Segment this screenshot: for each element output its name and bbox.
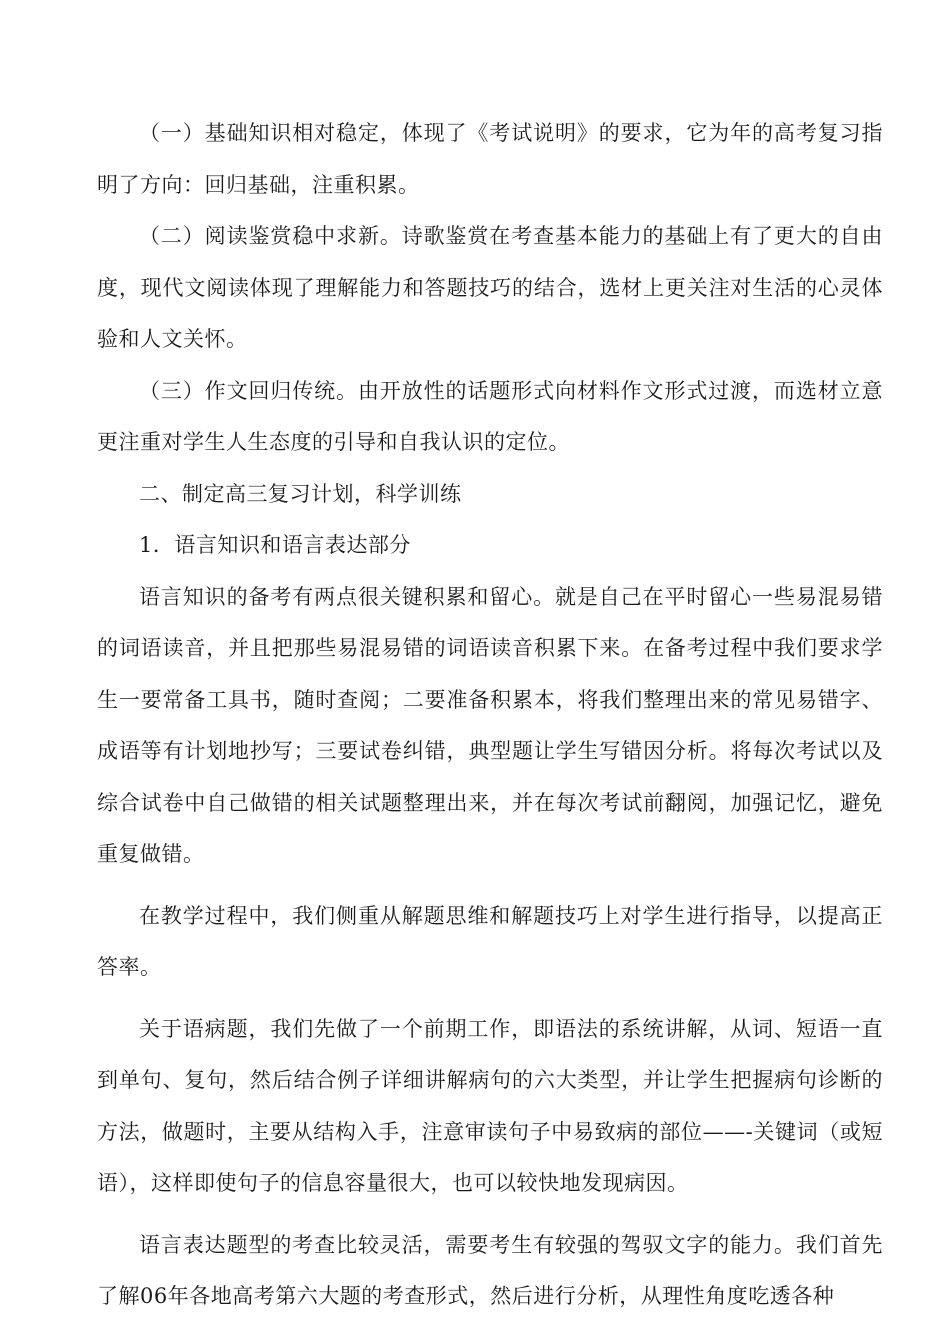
paragraph-grammar-errors: 关于语病题，我们先做了一个前期工作，即语法的系统讲解，从词、短语一直到单句、复句，然后结合例子详细讲解病句的六大类型，并让学生把握病句诊断的方法，做题时，主要从结构入手，注意审读句子中易致病的部位——-关键词（或短语），这样即使句子的信息容量很大，也可以较快地发现病因。 — [97, 1016, 883, 1195]
section-heading-plan: 二、制定高三复习计划，科学训练 — [139, 481, 462, 506]
paragraph-basics: （一）基础知识相对稳定，体现了《考试说明》的要求，它为年的高考复习指明了方向：回归基础，注重积累。 — [97, 121, 883, 197]
document-body — [97, 108, 883, 1323]
paragraph-language-knowledge: 语言知识的备考有两点很关键积累和留心。就是自己在平时留心一些易混易错的词语读音，并且把那些易混易错的词语读音积累下来。在备考过程中我们要求学生一要常备工具书，随时查阅；二要准备积累本，将我们整理出来的常见易错字、成语等有计划地抄写；三要试卷纠错，典型题让学生写错因分析。将每次考试以及综合试卷中自己做错的相关试题整理出来，并在每次考试前翻阅，加强记忆，避免重复做错。 — [97, 584, 883, 866]
subsection-heading-language: 1．语言知识和语言表达部分 — [139, 533, 411, 557]
paragraph-language-expression: 语言表达题型的考查比较灵活，需要考生有较强的驾驭文字的能力。我们首先了解06年各地高考第六大题的考查形式，然后进行分析，从理性角度吃透各种 — [97, 1232, 883, 1308]
paragraph-teaching-process: 在教学过程中，我们侧重从解题思维和解题技巧上对学生进行指导，以提高正答率。 — [97, 903, 883, 979]
paragraph-composition: （三）作文回归传统。由开放性的话题形式向材料作文形式过渡，而选材立意更注重对学生人生态度的引导和自我认识的定位。 — [97, 378, 883, 454]
paragraph-reading: （二）阅读鉴赏稳中求新。诗歌鉴赏在考查基本能力的基础上有了更大的自由度，现代文阅读体现了理解能力和答题技巧的结合，选材上更关注对生活的心灵体验和人文关怀。 — [97, 224, 883, 351]
